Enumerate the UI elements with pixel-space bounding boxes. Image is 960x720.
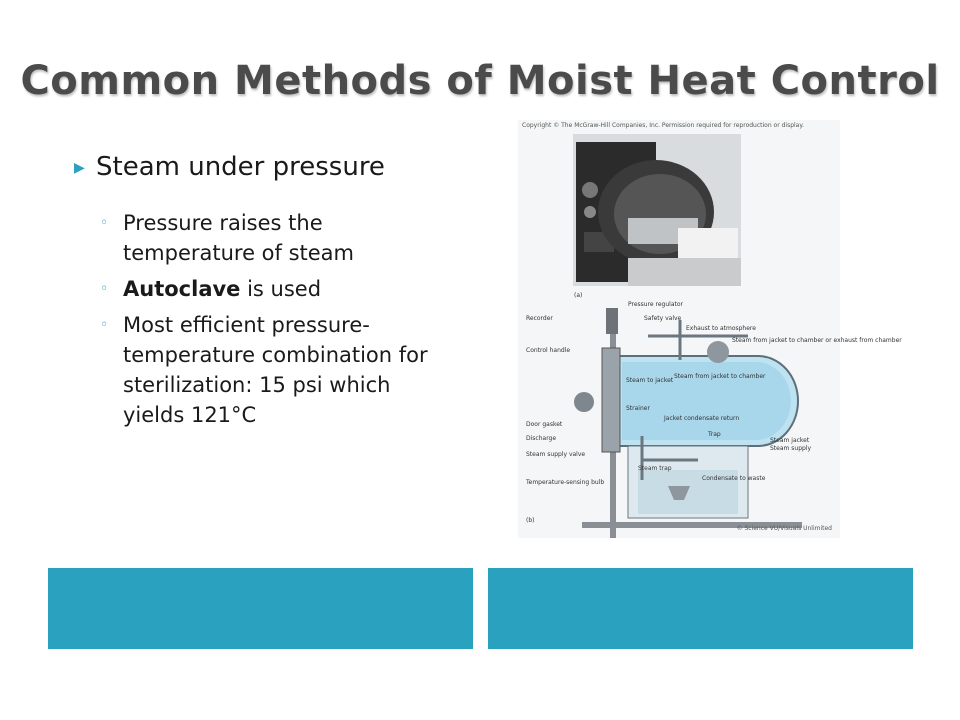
label-exhaust: Exhaust to atmosphere bbox=[686, 325, 756, 332]
label-steam-jacket: Steam jacket bbox=[770, 437, 810, 444]
label-safety-valve: Safety valve bbox=[644, 315, 682, 322]
figure-credit: © Science VU/Visuals Unlimited bbox=[736, 525, 832, 532]
sub-bullet bbox=[100, 274, 474, 304]
label-steam-supply-valve: Steam supply valve bbox=[526, 451, 586, 458]
label-trap: Trap bbox=[708, 431, 721, 438]
triangle-bullet-icon: ▶ bbox=[74, 160, 85, 176]
label-discharge: Discharge bbox=[526, 435, 557, 442]
sub-bullet-text bbox=[123, 274, 453, 304]
label-jacket-condensate: Jacket condensate return bbox=[664, 415, 740, 422]
bullet-main bbox=[74, 152, 474, 182]
label-strainer: Strainer bbox=[626, 405, 650, 412]
sub-bullet bbox=[100, 310, 474, 430]
autoclave-illustration bbox=[518, 120, 902, 538]
label-condensate-waste: Condensate to waste bbox=[702, 475, 766, 482]
autoclave-photo bbox=[573, 134, 741, 286]
circle-bullet-icon: ◦ bbox=[100, 317, 109, 333]
panel-b-label: (b) bbox=[526, 517, 535, 524]
sub-bullet-text: Most efficient pressure-temperature combination for sterilization: 15 psi which yields 121°C bbox=[123, 313, 428, 427]
circle-bullet-icon: ◦ bbox=[100, 215, 109, 231]
slide-title: Common Methods of Moist Heat Control bbox=[20, 58, 940, 104]
label-steam-trap: Steam trap bbox=[638, 465, 672, 472]
label-control-handle: Control handle bbox=[526, 347, 571, 354]
figure-copyright: Copyright © The McGraw-Hill Companies, Inc. Permission required for reproduction or display. bbox=[522, 122, 804, 129]
footer-panel-left bbox=[48, 568, 473, 649]
label-temperature-bulb: Temperature-sensing bulb bbox=[526, 479, 605, 486]
label-steam-from-jacket: Steam from jacket to chamber bbox=[674, 373, 766, 380]
label-steam-to-jacket: Steam to jacket bbox=[626, 377, 674, 384]
panel-a-label: (a) bbox=[574, 292, 583, 299]
label-steam-jacket-to-chamber: Steam from jacket to chamber or exhaust from chamber bbox=[732, 337, 902, 344]
circle-bullet-icon: ◦ bbox=[100, 281, 109, 297]
autoclave-figure bbox=[518, 120, 902, 538]
sub-bullet bbox=[100, 208, 474, 268]
label-recorder: Recorder bbox=[526, 315, 553, 322]
bullet-main-text: Steam under pressure bbox=[96, 152, 385, 182]
label-door-gasket: Door gasket bbox=[526, 421, 563, 428]
footer-panel-right bbox=[488, 568, 913, 649]
sub-bullet-rest: is used bbox=[240, 277, 322, 301]
bold-term: Autoclave bbox=[123, 277, 241, 301]
bullet-list bbox=[74, 152, 474, 436]
label-pressure-regulator: Pressure regulator bbox=[628, 301, 683, 308]
label-steam-supply: Steam supply bbox=[770, 445, 812, 452]
sub-bullet-text: Pressure raises the temperature of steam bbox=[123, 211, 355, 265]
